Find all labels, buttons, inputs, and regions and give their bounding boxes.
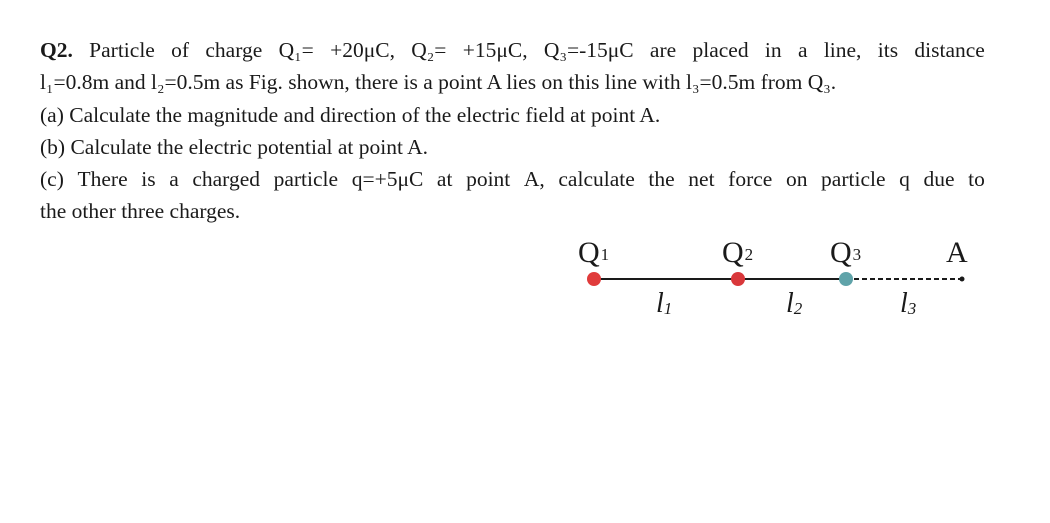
word: particle [273, 167, 339, 192]
intro-line-2: l₁=0.8m and l₂=0.5m as Fig. shown, there is a point A lies on this line with l₃=0.5m from Q₃. [40, 70, 837, 95]
intro-line-1 [40, 34, 985, 66]
word: at [436, 167, 453, 192]
point-a-marker [960, 277, 965, 282]
word: net [688, 167, 715, 192]
label-l3: l3 [900, 288, 917, 319]
charge-diagram-svg [570, 228, 990, 328]
part-c-line-1 [40, 163, 985, 195]
part-b: (b) Calculate the electric potential at point A. [40, 134, 429, 159]
word: of [171, 38, 190, 62]
word: in [764, 38, 782, 62]
part-c-line-2: the other three charges. [40, 199, 241, 224]
word: Q₁= [278, 38, 314, 62]
word: placed [692, 38, 749, 62]
part-a: (a) Calculate the magnitude and direction of the electric field at point A. [40, 102, 661, 127]
word: Q₂= [411, 38, 447, 62]
word: force [728, 167, 773, 192]
question-number: Q2. [40, 38, 73, 62]
word: q=+5μC [351, 167, 424, 192]
word: charge [205, 38, 263, 62]
word: a [169, 167, 179, 192]
word: due [923, 167, 955, 192]
word: +15μC, [462, 38, 528, 62]
word: Q₃=-15μC [543, 38, 634, 62]
word: its [877, 38, 899, 62]
word: +20μC, [330, 38, 395, 62]
word: line, [823, 38, 862, 62]
word: q [899, 167, 910, 192]
word: particle [821, 167, 886, 192]
word: the [648, 167, 675, 192]
label-q3: Q3 [830, 236, 862, 269]
charge-diagram [570, 228, 990, 328]
label-q1: Q1 [578, 236, 610, 269]
charge-q3-dot [839, 272, 853, 286]
label-l1: l1 [656, 288, 673, 319]
word: There [77, 167, 128, 192]
charge-q2-dot [731, 272, 745, 286]
label-l2: l2 [786, 288, 803, 319]
word: is [141, 167, 156, 192]
word: point [466, 167, 511, 192]
word: (c) [40, 167, 64, 192]
charge-q1-dot [587, 272, 601, 286]
word: distance [914, 38, 985, 62]
word: are [649, 38, 677, 62]
word: calculate [558, 167, 635, 192]
problem-text [40, 34, 985, 228]
word: to [968, 167, 985, 192]
label-q2: Q2 [722, 236, 754, 269]
word: a [797, 38, 808, 62]
word: A, [523, 167, 545, 192]
word: on [785, 167, 808, 192]
word: charged [192, 167, 260, 192]
word: Particle [89, 38, 155, 62]
label-point-a: A [946, 236, 968, 269]
